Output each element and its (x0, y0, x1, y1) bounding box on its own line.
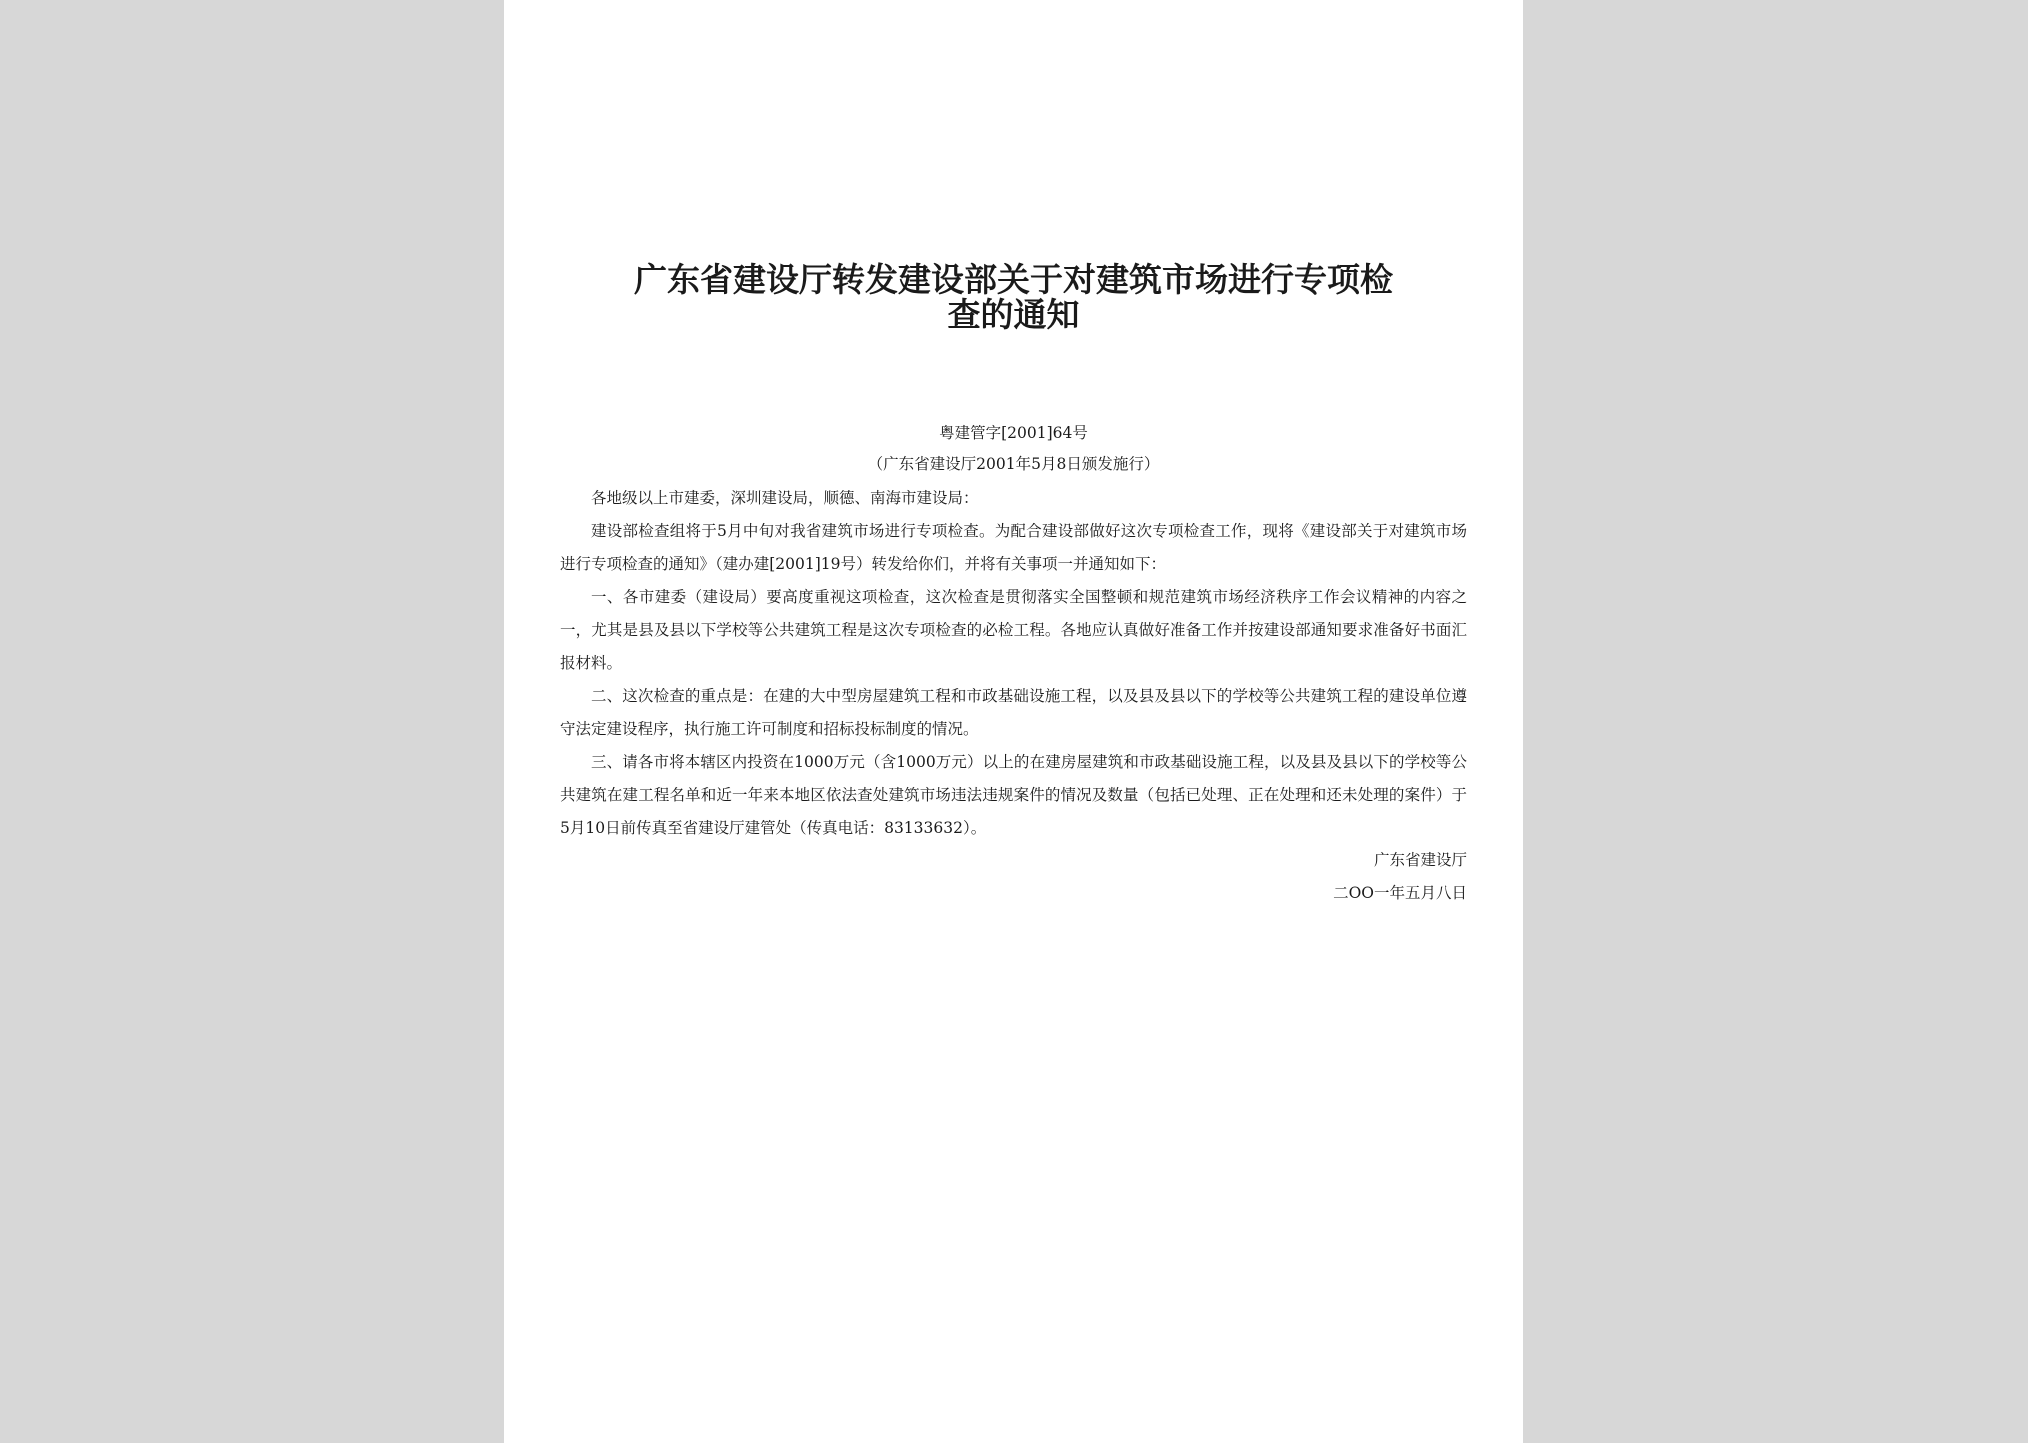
document-number: 粤建管字[2001]64号 (939, 424, 1088, 442)
signature-organization: 广东省建设厅 (1373, 851, 1467, 869)
issue-note: （广东省建设厅2001年5月8日颁发施行） (867, 455, 1160, 473)
item-one-paragraph: 一、各市建委（建设局）要高度重视这项检查，这次检查是贯彻落实全国整顿和规范建筑市场经济秩序工作会议精神的内容之一，尤其是县及县以下学校等公共建筑工程是这次专项检查的必检工程。各地应认真做好准备工作并按建设部通知要求准备好书面汇报材料。 (560, 588, 1467, 672)
title-line-1: 广东省建设厅转发建设部关于对建筑市场进行专项检 (634, 260, 1393, 299)
item-three-paragraph: 三、请各市将本辖区内投资在1000万元（含1000万元）以上的在建房屋建筑和市政基础设施工程，以及县及县以下的学校等公共建筑在建工程名单和近一年来本地区依法查处建筑市场违法违规案件的情况及数量（包括已处理、正在处理和还未处理的案件）于5月10日前传真至省建设厅建管处（传真电话：83133632）。 (560, 753, 1467, 837)
document-body (560, 482, 1467, 845)
salutation-paragraph: 各地级以上市建委，深圳建设局，顺德、南海市建设局： (591, 489, 979, 507)
title-line-2: 查的通知 (947, 295, 1080, 334)
item-two-paragraph: 二、这次检查的重点是：在建的大中型房屋建筑工程和市政基础设施工程，以及县及县以下的学校等公共建筑工程的建设单位遵守法定建设程序，执行施工许可制度和招标投标制度的情况。 (560, 687, 1467, 738)
document-page (504, 0, 1523, 1443)
document-title (504, 262, 1523, 332)
signature-date: 二OO一年五月八日 (1333, 884, 1467, 902)
intro-paragraph: 建设部检查组将于5月中旬对我省建筑市场进行专项检查。为配合建设部做好这次专项检查工作，现将《建设部关于对建筑市场进行专项检查的通知》（建办建[2001]19号）转发给你们，并将有关事项一并通知如下： (560, 522, 1467, 573)
